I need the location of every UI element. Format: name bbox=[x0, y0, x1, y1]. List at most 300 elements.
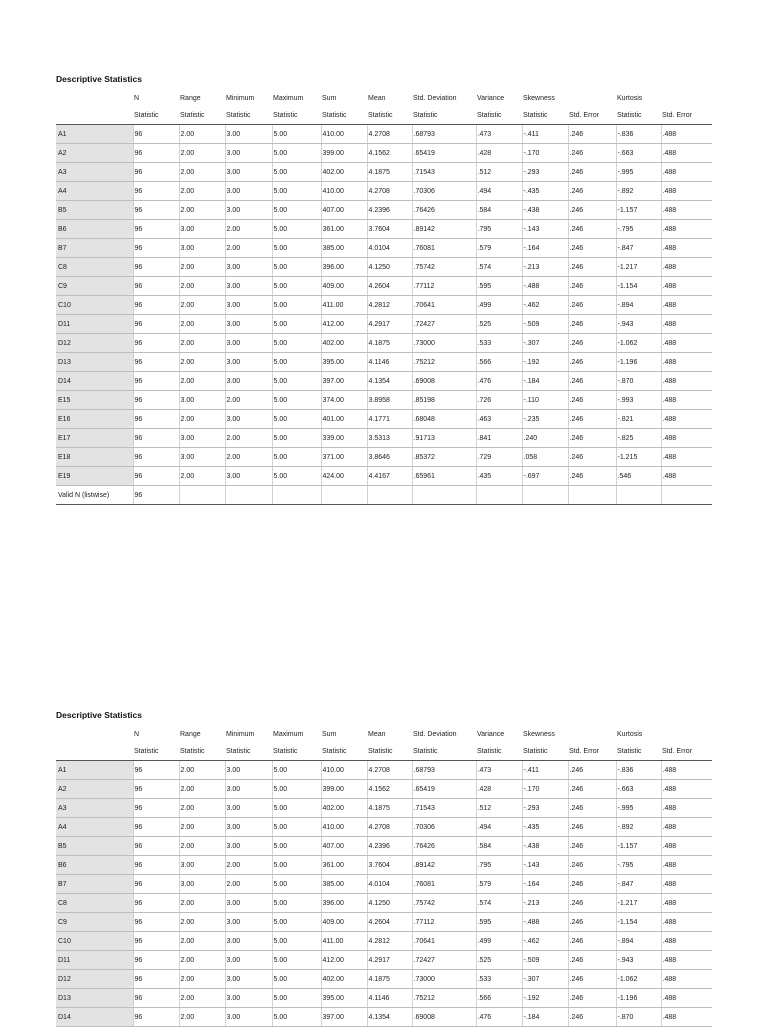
table-cell: -.462 bbox=[522, 932, 568, 951]
column-header: Kurtosis bbox=[617, 731, 643, 738]
table-cell: -.795 bbox=[616, 220, 661, 239]
table-row bbox=[56, 372, 712, 391]
stats-table bbox=[56, 90, 712, 505]
table-cell: 2.00 bbox=[179, 951, 225, 970]
table-cell: .533 bbox=[476, 334, 522, 353]
table-cell: 96 bbox=[133, 391, 179, 410]
column-subheader: Statistic bbox=[616, 107, 661, 125]
table-cell bbox=[179, 486, 225, 505]
table-cell: -1.215 bbox=[616, 448, 661, 467]
table-cell: 96 bbox=[133, 353, 179, 372]
table-cell: 5.00 bbox=[272, 315, 321, 334]
column-subheader: Statistic bbox=[225, 743, 272, 761]
table-cell: .246 bbox=[568, 334, 616, 353]
table-cell: 4.1875 bbox=[367, 970, 412, 989]
table-cell: .579 bbox=[476, 875, 522, 894]
table-cell: -.184 bbox=[522, 372, 568, 391]
table-cell: .574 bbox=[476, 258, 522, 277]
table-cell: 3.7604 bbox=[367, 220, 412, 239]
table-cell: .488 bbox=[661, 334, 712, 353]
table-cell: 96 bbox=[133, 334, 179, 353]
table-cell: 2.00 bbox=[179, 201, 225, 220]
table-row bbox=[56, 989, 712, 1008]
table-cell: 96 bbox=[133, 296, 179, 315]
table-cell: 96 bbox=[133, 932, 179, 951]
table-cell: 4.0104 bbox=[367, 875, 412, 894]
table-cell: 2.00 bbox=[179, 970, 225, 989]
table-cell bbox=[616, 486, 661, 505]
table-cell: .512 bbox=[476, 163, 522, 182]
table-cell: 3.00 bbox=[225, 1008, 272, 1027]
table-cell: 96 bbox=[133, 970, 179, 989]
header-row-sub bbox=[56, 743, 712, 761]
table-cell: 3.00 bbox=[225, 182, 272, 201]
table-cell: 4.1354 bbox=[367, 1008, 412, 1027]
column-header: N bbox=[134, 731, 140, 738]
table-cell: .72427 bbox=[412, 951, 476, 970]
table-cell: 361.00 bbox=[321, 220, 367, 239]
table-row bbox=[56, 429, 712, 448]
table-cell: -1.217 bbox=[616, 894, 661, 913]
table-cell: 4.2708 bbox=[367, 182, 412, 201]
table-cell: .488 bbox=[661, 932, 712, 951]
table-cell: .68793 bbox=[412, 125, 476, 144]
table-cell: 3.5313 bbox=[367, 429, 412, 448]
table-cell: .525 bbox=[476, 315, 522, 334]
table-cell: .476 bbox=[476, 372, 522, 391]
table-cell: 5.00 bbox=[272, 239, 321, 258]
column-header: Skewness bbox=[523, 731, 555, 738]
table-cell: .246 bbox=[568, 799, 616, 818]
table-cell: 3.00 bbox=[225, 315, 272, 334]
table-row bbox=[56, 315, 712, 334]
table-cell: 3.00 bbox=[225, 125, 272, 144]
table-cell: -1.154 bbox=[616, 277, 661, 296]
table-cell bbox=[225, 486, 272, 505]
table-cell: -.894 bbox=[616, 932, 661, 951]
table-row bbox=[56, 761, 712, 780]
row-label: A2 bbox=[56, 780, 133, 799]
table-cell: 96 bbox=[133, 239, 179, 258]
table-cell: .69008 bbox=[412, 1008, 476, 1027]
table-cell: 2.00 bbox=[179, 467, 225, 486]
table-cell: -.509 bbox=[522, 951, 568, 970]
table-cell: 5.00 bbox=[272, 837, 321, 856]
table-cell: 96 bbox=[133, 182, 179, 201]
table-cell: .246 bbox=[568, 296, 616, 315]
table-cell: .246 bbox=[568, 913, 616, 932]
table-cell: 3.00 bbox=[179, 875, 225, 894]
table-cell: .463 bbox=[476, 410, 522, 429]
column-subheader bbox=[56, 743, 133, 761]
row-label: E18 bbox=[56, 448, 133, 467]
table-cell: .246 bbox=[568, 875, 616, 894]
row-label: D13 bbox=[56, 989, 133, 1008]
column-subheader: Std. Error bbox=[568, 107, 616, 125]
column-subheader: Statistic bbox=[225, 107, 272, 125]
table-cell: .488 bbox=[661, 429, 712, 448]
table-cell: 3.00 bbox=[225, 837, 272, 856]
table-cell: 3.00 bbox=[179, 391, 225, 410]
table-cell: -.995 bbox=[616, 799, 661, 818]
table-cell: -.110 bbox=[522, 391, 568, 410]
row-label: B6 bbox=[56, 220, 133, 239]
table-cell: .70641 bbox=[412, 932, 476, 951]
table-cell: 5.00 bbox=[272, 144, 321, 163]
table-cell: .77112 bbox=[412, 277, 476, 296]
table-row bbox=[56, 780, 712, 799]
column-header: Skewness bbox=[523, 95, 555, 102]
table-cell: .246 bbox=[568, 989, 616, 1008]
column-subheader: Std. Error bbox=[661, 107, 712, 125]
column-subheader: Statistic bbox=[179, 743, 225, 761]
table-cell: 2.00 bbox=[179, 410, 225, 429]
table-cell: .73000 bbox=[412, 334, 476, 353]
row-label: A4 bbox=[56, 818, 133, 837]
table-cell: .435 bbox=[476, 467, 522, 486]
table-cell: .246 bbox=[568, 353, 616, 372]
table-cell: -.663 bbox=[616, 780, 661, 799]
table-cell: 3.00 bbox=[225, 353, 272, 372]
table-cell: 5.00 bbox=[272, 391, 321, 410]
column-subheader: Statistic bbox=[522, 107, 568, 125]
table-cell: .546 bbox=[616, 467, 661, 486]
table-row bbox=[56, 467, 712, 486]
table-cell: .488 bbox=[661, 296, 712, 315]
table-cell: 96 bbox=[133, 467, 179, 486]
table-cell: .488 bbox=[661, 258, 712, 277]
column-subheader: Statistic bbox=[179, 107, 225, 125]
table-cell: 3.00 bbox=[225, 970, 272, 989]
table-cell: .70641 bbox=[412, 296, 476, 315]
table-cell: 424.00 bbox=[321, 467, 367, 486]
table-cell: 3.00 bbox=[225, 780, 272, 799]
row-label: D11 bbox=[56, 951, 133, 970]
table-cell: .795 bbox=[476, 220, 522, 239]
table-cell: .65419 bbox=[412, 780, 476, 799]
table-cell: 96 bbox=[133, 144, 179, 163]
table-cell: 4.1875 bbox=[367, 163, 412, 182]
column-subheader: Statistic bbox=[321, 743, 367, 761]
table-cell: 5.00 bbox=[272, 894, 321, 913]
table-cell: 5.00 bbox=[272, 201, 321, 220]
table-cell bbox=[367, 486, 412, 505]
table-title: Descriptive Statistics bbox=[56, 74, 142, 84]
table-cell: .240 bbox=[522, 429, 568, 448]
table-cell: 3.00 bbox=[225, 989, 272, 1008]
table-title: Descriptive Statistics bbox=[56, 710, 142, 720]
column-subheader: Statistic bbox=[412, 743, 476, 761]
table-cell: -.847 bbox=[616, 239, 661, 258]
table-cell: -.293 bbox=[522, 799, 568, 818]
table-cell: 409.00 bbox=[321, 277, 367, 296]
table-cell: .246 bbox=[568, 932, 616, 951]
column-header: Std. Deviation bbox=[413, 95, 457, 102]
table-row bbox=[56, 894, 712, 913]
table-cell: -.184 bbox=[522, 1008, 568, 1027]
row-label: B7 bbox=[56, 875, 133, 894]
column-header bbox=[56, 726, 133, 743]
table-cell: 5.00 bbox=[272, 277, 321, 296]
table-cell: -.307 bbox=[522, 334, 568, 353]
table-cell bbox=[661, 486, 712, 505]
table-cell: 2.00 bbox=[179, 799, 225, 818]
column-header bbox=[661, 726, 712, 743]
table-cell: -.488 bbox=[522, 913, 568, 932]
row-label: B5 bbox=[56, 201, 133, 220]
header-row-top bbox=[56, 90, 712, 107]
table-cell: .73000 bbox=[412, 970, 476, 989]
row-label: D13 bbox=[56, 353, 133, 372]
table-cell: 96 bbox=[133, 913, 179, 932]
table-cell: 397.00 bbox=[321, 372, 367, 391]
table-cell: .488 bbox=[661, 761, 712, 780]
table-cell: .795 bbox=[476, 856, 522, 875]
table-cell: 5.00 bbox=[272, 296, 321, 315]
table-row bbox=[56, 220, 712, 239]
row-label: D11 bbox=[56, 315, 133, 334]
table-cell: 5.00 bbox=[272, 429, 321, 448]
table-header bbox=[56, 726, 712, 761]
table-cell: 3.00 bbox=[225, 951, 272, 970]
table-cell: .65961 bbox=[412, 467, 476, 486]
table-cell: .473 bbox=[476, 761, 522, 780]
table-cell: 5.00 bbox=[272, 258, 321, 277]
table-cell: 5.00 bbox=[272, 410, 321, 429]
table-cell: 3.00 bbox=[179, 448, 225, 467]
table-cell: .65419 bbox=[412, 144, 476, 163]
table-row bbox=[56, 913, 712, 932]
table-cell: .246 bbox=[568, 429, 616, 448]
table-row bbox=[56, 875, 712, 894]
table-header bbox=[56, 90, 712, 125]
table-cell: 3.00 bbox=[225, 163, 272, 182]
table-cell: -.164 bbox=[522, 239, 568, 258]
table-cell: -.892 bbox=[616, 818, 661, 837]
column-subheader: Statistic bbox=[367, 743, 412, 761]
column-subheader: Std. Error bbox=[568, 743, 616, 761]
column-header: N bbox=[134, 95, 140, 102]
table-row bbox=[56, 353, 712, 372]
table-cell: .488 bbox=[661, 372, 712, 391]
table-cell: .246 bbox=[568, 239, 616, 258]
table-cell: 2.00 bbox=[179, 761, 225, 780]
table-cell: 5.00 bbox=[272, 799, 321, 818]
table-cell: 402.00 bbox=[321, 163, 367, 182]
table-cell: 2.00 bbox=[179, 315, 225, 334]
table-cell: .488 bbox=[661, 201, 712, 220]
table-cell: -1.157 bbox=[616, 201, 661, 220]
table-cell: 411.00 bbox=[321, 296, 367, 315]
table-cell: .91713 bbox=[412, 429, 476, 448]
column-header: Minimum bbox=[226, 731, 255, 738]
table-cell: -.438 bbox=[522, 837, 568, 856]
table-cell: .246 bbox=[568, 410, 616, 429]
table-cell: 5.00 bbox=[272, 932, 321, 951]
table-cell: 4.1250 bbox=[367, 894, 412, 913]
table-cell: 96 bbox=[133, 1008, 179, 1027]
table-cell: 2.00 bbox=[179, 989, 225, 1008]
table-cell: -.143 bbox=[522, 856, 568, 875]
table-cell: 402.00 bbox=[321, 799, 367, 818]
table-cell: 5.00 bbox=[272, 761, 321, 780]
row-label: C8 bbox=[56, 894, 133, 913]
table-cell: 2.00 bbox=[179, 163, 225, 182]
table-cell: -.435 bbox=[522, 818, 568, 837]
table-cell: .246 bbox=[568, 856, 616, 875]
table-cell: 4.2604 bbox=[367, 277, 412, 296]
table-cell: -.847 bbox=[616, 875, 661, 894]
table-cell: 3.7604 bbox=[367, 856, 412, 875]
table-cell: .246 bbox=[568, 818, 616, 837]
table-cell: 96 bbox=[133, 201, 179, 220]
table-cell: .89142 bbox=[412, 856, 476, 875]
table-cell: 96 bbox=[133, 258, 179, 277]
table-cell: .70306 bbox=[412, 182, 476, 201]
table-cell: 5.00 bbox=[272, 182, 321, 201]
table-cell: -1.157 bbox=[616, 837, 661, 856]
table-row bbox=[56, 125, 712, 144]
table-cell: 396.00 bbox=[321, 894, 367, 913]
table-cell: .488 bbox=[661, 353, 712, 372]
table-cell: 2.00 bbox=[179, 894, 225, 913]
table-cell: .246 bbox=[568, 163, 616, 182]
table-cell: .68793 bbox=[412, 761, 476, 780]
table-cell bbox=[412, 486, 476, 505]
table-cell: 4.2708 bbox=[367, 125, 412, 144]
table-cell: 3.00 bbox=[179, 856, 225, 875]
table-cell: 4.2812 bbox=[367, 296, 412, 315]
table-cell: .525 bbox=[476, 951, 522, 970]
table-cell: .76426 bbox=[412, 201, 476, 220]
row-label: Valid N (listwise) bbox=[56, 486, 133, 505]
table-cell: 2.00 bbox=[225, 220, 272, 239]
table-cell: .476 bbox=[476, 1008, 522, 1027]
table-cell: 339.00 bbox=[321, 429, 367, 448]
table-cell: 4.1875 bbox=[367, 799, 412, 818]
table-cell: 2.00 bbox=[179, 334, 225, 353]
table-cell: .488 bbox=[661, 837, 712, 856]
table-cell: 4.4167 bbox=[367, 467, 412, 486]
table-cell: 2.00 bbox=[179, 780, 225, 799]
row-label: A2 bbox=[56, 144, 133, 163]
table-cell: 5.00 bbox=[272, 467, 321, 486]
table-cell: -.821 bbox=[616, 410, 661, 429]
table-cell: .246 bbox=[568, 277, 616, 296]
table-cell: 5.00 bbox=[272, 163, 321, 182]
table-cell: -.411 bbox=[522, 125, 568, 144]
table-cell: 5.00 bbox=[272, 334, 321, 353]
table-cell: -.836 bbox=[616, 761, 661, 780]
column-header bbox=[56, 90, 133, 107]
table-cell: -1.196 bbox=[616, 989, 661, 1008]
column-subheader: Statistic bbox=[321, 107, 367, 125]
table-cell: 2.00 bbox=[225, 875, 272, 894]
column-header: Sum bbox=[322, 95, 337, 102]
table-cell: .89142 bbox=[412, 220, 476, 239]
table-cell: 4.1146 bbox=[367, 353, 412, 372]
table-cell: 4.2708 bbox=[367, 818, 412, 837]
table-cell: .246 bbox=[568, 970, 616, 989]
table-row bbox=[56, 258, 712, 277]
table-cell: 2.00 bbox=[179, 182, 225, 201]
table-cell: 96 bbox=[133, 799, 179, 818]
table-cell: .428 bbox=[476, 144, 522, 163]
table-cell: 402.00 bbox=[321, 334, 367, 353]
column-header: Kurtosis bbox=[617, 95, 643, 102]
column-subheader: Statistic bbox=[616, 743, 661, 761]
table-cell: 2.00 bbox=[179, 277, 225, 296]
table-row bbox=[56, 818, 712, 837]
table-row bbox=[56, 201, 712, 220]
column-subheader: Statistic bbox=[272, 107, 321, 125]
table-cell: .729 bbox=[476, 448, 522, 467]
column-header: Maximum bbox=[273, 731, 304, 738]
table-cell: 397.00 bbox=[321, 1008, 367, 1027]
table-cell: -.293 bbox=[522, 163, 568, 182]
table-cell: 3.00 bbox=[225, 410, 272, 429]
table-cell: -.795 bbox=[616, 856, 661, 875]
table-cell: 2.00 bbox=[225, 856, 272, 875]
table-cell: 96 bbox=[133, 989, 179, 1008]
table-cell: 3.00 bbox=[225, 201, 272, 220]
table-cell: -.235 bbox=[522, 410, 568, 429]
table-cell: -.825 bbox=[616, 429, 661, 448]
table-cell: 96 bbox=[133, 856, 179, 875]
table-cell: 2.00 bbox=[225, 239, 272, 258]
table-cell: 4.2396 bbox=[367, 837, 412, 856]
table-cell: 396.00 bbox=[321, 258, 367, 277]
table-cell: 2.00 bbox=[225, 429, 272, 448]
table-cell bbox=[272, 486, 321, 505]
table-cell: -.192 bbox=[522, 989, 568, 1008]
row-label: D14 bbox=[56, 372, 133, 391]
table-cell: 411.00 bbox=[321, 932, 367, 951]
column-header: Std. Deviation bbox=[413, 731, 457, 738]
table-cell: .488 bbox=[661, 125, 712, 144]
table-cell: .75742 bbox=[412, 894, 476, 913]
column-header: Variance bbox=[477, 731, 505, 738]
table-cell: 407.00 bbox=[321, 201, 367, 220]
table-cell: .488 bbox=[661, 1008, 712, 1027]
table-cell: .494 bbox=[476, 818, 522, 837]
table-cell: 4.1146 bbox=[367, 989, 412, 1008]
table-cell: 409.00 bbox=[321, 913, 367, 932]
table-cell: .488 bbox=[661, 856, 712, 875]
table-cell: 96 bbox=[133, 429, 179, 448]
table-cell: 2.00 bbox=[179, 818, 225, 837]
table-cell: 4.2917 bbox=[367, 951, 412, 970]
table-cell bbox=[476, 486, 522, 505]
table-cell: 402.00 bbox=[321, 970, 367, 989]
table-row bbox=[56, 799, 712, 818]
table-cell: -.164 bbox=[522, 875, 568, 894]
table-cell: .246 bbox=[568, 894, 616, 913]
table-cell bbox=[522, 486, 568, 505]
table-cell: -.462 bbox=[522, 296, 568, 315]
table-row bbox=[56, 296, 712, 315]
column-header: Mean bbox=[368, 95, 386, 102]
column-subheader: Statistic bbox=[476, 107, 522, 125]
table-cell: .512 bbox=[476, 799, 522, 818]
table-cell: .75212 bbox=[412, 353, 476, 372]
table-cell: 3.8958 bbox=[367, 391, 412, 410]
table-cell: 5.00 bbox=[272, 353, 321, 372]
table-cell: 4.1771 bbox=[367, 410, 412, 429]
table-cell: 385.00 bbox=[321, 239, 367, 258]
table-cell: -1.062 bbox=[616, 334, 661, 353]
table-cell: .533 bbox=[476, 970, 522, 989]
